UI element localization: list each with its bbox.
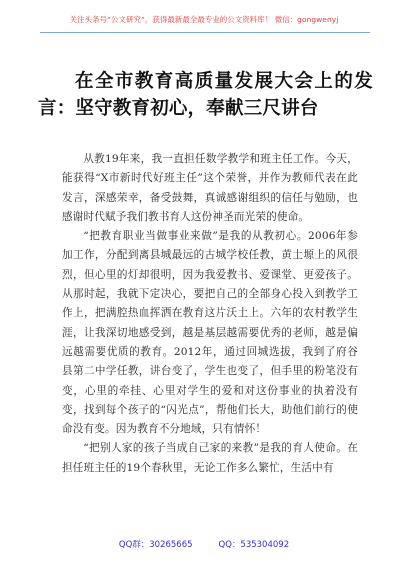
footer-contact (0, 538, 408, 550)
document-body (62, 150, 358, 478)
footer-qq-group: QQ群：30265665 (118, 540, 193, 550)
paragraph-2: “把教育职业当做事业来做”是我的从教初心。2006年参加工作，分配到离县城最远的古城学校任教，黄土塬上的风很烈，但心里的灯却很明，因为我爱教书、爱课堂、更爱孩子。从那时起，我就下定决心，要把自己的全部身心投入到教学工作上，把满腔热血挥洒在教育这片沃土上。六年的农村教学生涯，让我深切地感受到，越是基层越需要优秀的老师，越是偏远越需要优质的教育。2012年，通过回城选拔，我到了府谷县第二中学任教，讲台变了，学生也变了，但手里的粉笔没有变，心里的牵挂、心里对学生的爱和对这份事业的执着没有变，找到每个孩子的“闪光点”，帮他们长大，助他们前行的使命没有变。因为教育不分地域，只有情怀！ (62, 230, 358, 436)
header-divider (40, 32, 370, 33)
footer-qq: QQ：535304092 (218, 540, 290, 550)
paragraph-1: 从教19年来，我一直担任数学教学和班主任工作。今天，能获得“X市新时代好班主任”这个荣誉，并作为教师代表在此发言，深感荣幸，备受鼓舞，真诚感谢组织的信任与勉励，也感谢时代赋予我们教书育人这份神圣而光荣的使命。 (62, 153, 358, 223)
header-banner: 关注头条号“公文研究”，获得最新最全最专业的公文资料库！ 微信：gongwenyj (69, 15, 339, 24)
paragraph-3: “把别人家的孩子当成自己家的来教”是我的育人使命。在担任班主任的19个春秋里，无论工作多么繁忙，生活中有 (62, 442, 358, 474)
document-title: 在全市教育高质量发展大会上的发言：坚守教育初心，奉献三尺讲台 (38, 71, 373, 119)
